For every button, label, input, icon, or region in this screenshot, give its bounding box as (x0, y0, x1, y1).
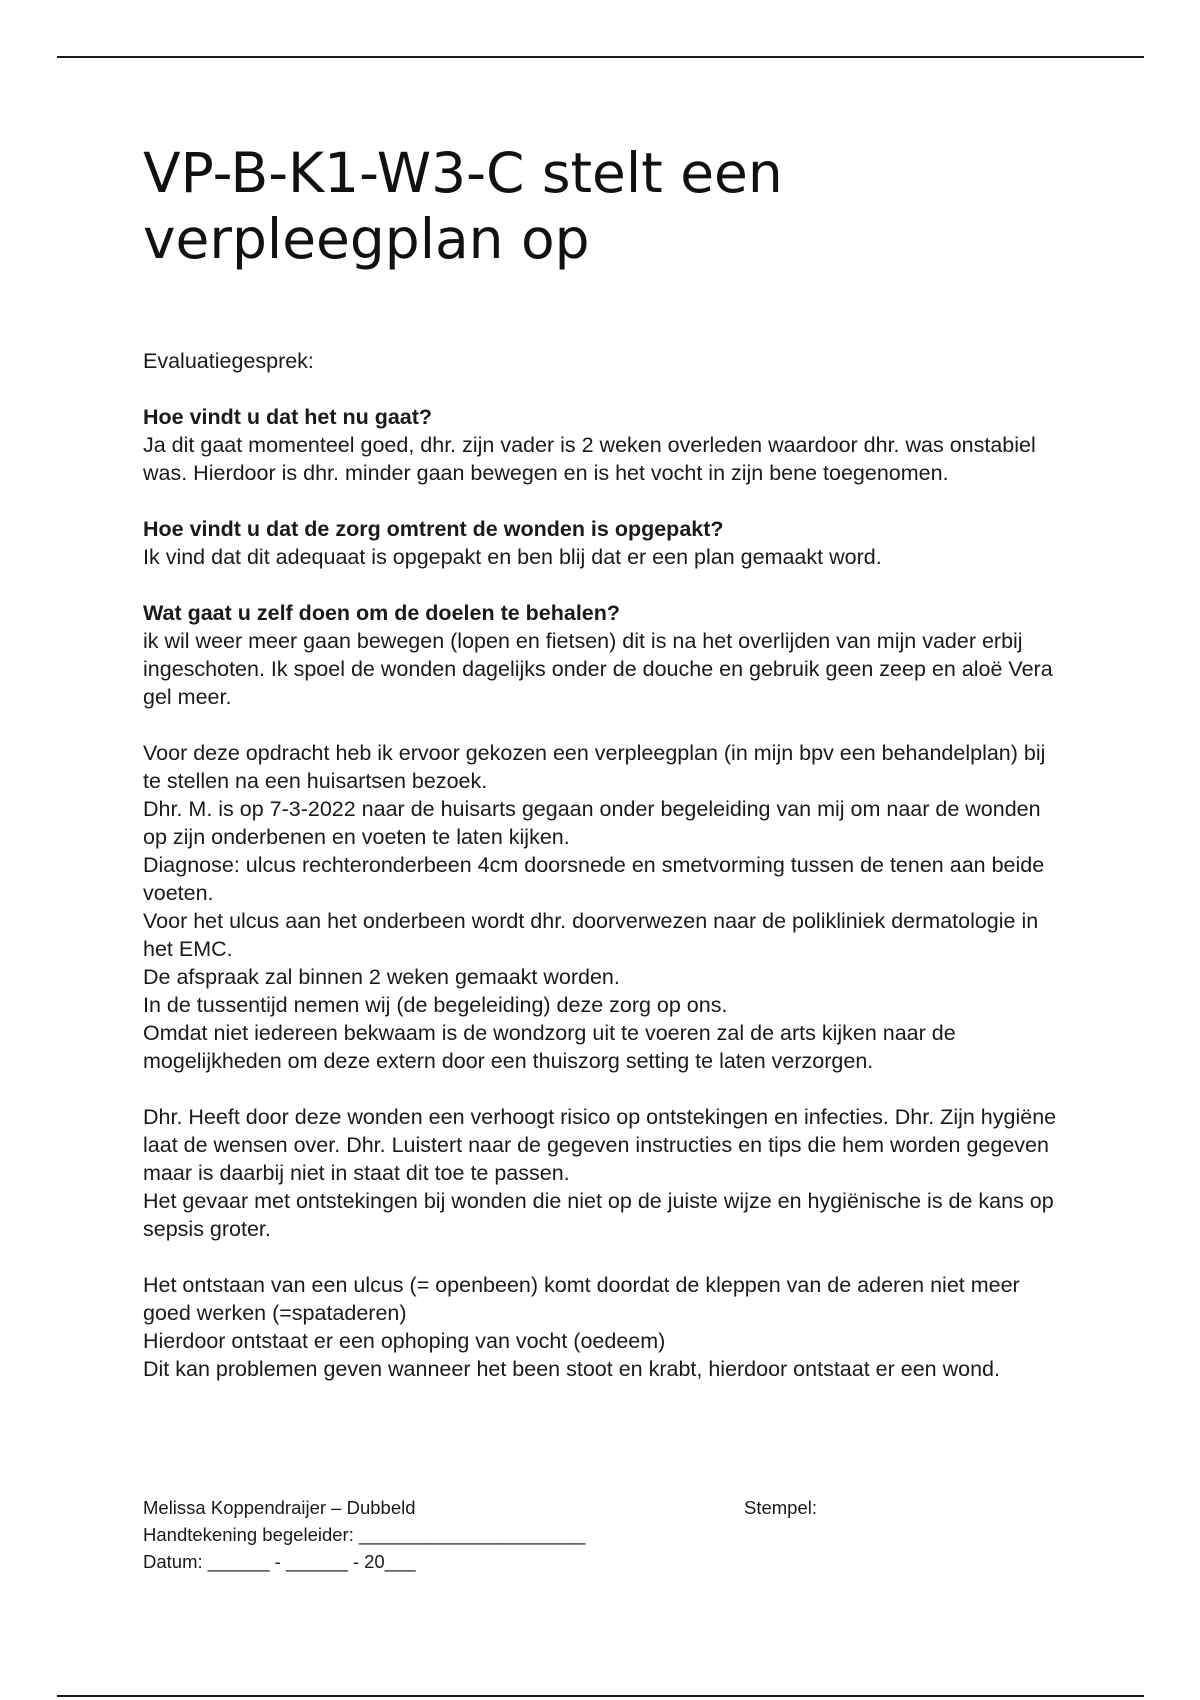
question-2: Hoe vindt u dat de zorg omtrent de wonden is opgepakt? (143, 517, 724, 541)
paragraph-line: Omdat niet iedereen bekwaam is de wondzorg uit te voeren zal de arts kijken naar de mogelijkheden om deze extern door een thuiszorg setting te laten verzorgen. (143, 1021, 956, 1073)
care-plan-paragraph (143, 739, 1063, 1075)
answer-3: ik wil weer meer gaan bewegen (lopen en fietsen) dit is na het overlijden van mijn vader erbij ingeschoten. Ik spoel de wonden dagelijks onder de douche en gebruik geen zeep en aloë Vera gel meer. (143, 629, 1053, 709)
qa-block-3 (143, 599, 1063, 711)
paragraph-line: In de tussentijd nemen wij (de begeleiding) deze zorg op ons. (143, 993, 728, 1017)
qa-block-1 (143, 403, 1063, 487)
top-divider (57, 56, 1144, 58)
paragraph-line: Dhr. Heeft door deze wonden een verhoogt risico op ontstekingen en infecties. Dhr. Zijn hygiëne laat de wensen over. Dhr. Luistert naar de gegeven instructies en tips die hem worden gegeven maar is daarbij niet in staat dit toe te passen. (143, 1105, 1057, 1185)
paragraph-line: Diagnose: ulcus rechteronderbeen 4cm doorsnede en smetvorming tussen de tenen aan beide voeten. (143, 853, 1045, 905)
paragraph-line: Dit kan problemen geven wanneer het been stoot en krabt, hierdoor ontstaat er een wond. (143, 1357, 1000, 1381)
paragraph-line: Voor deze opdracht heb ik ervoor gekozen een verpleegplan (in mijn bpv een behandelplan) bij te stellen na een huisartsen bezoek. (143, 741, 1046, 793)
author-name: Melissa Koppendraijer – Dubbeld (143, 1497, 416, 1518)
bottom-divider (57, 1695, 1144, 1697)
paragraph-line: Dhr. M. is op 7-3-2022 naar de huisarts gegaan onder begeleiding van mij om naar de wonden op zijn onderbenen en voeten te laten kijken. (143, 797, 1041, 849)
paragraph-line: Hierdoor ontstaat er een ophoping van vocht (oedeem) (143, 1329, 666, 1353)
paragraph-line: Het gevaar met ontstekingen bij wonden die niet op de juiste wijze en hygiënische is de kans op sepsis groter. (143, 1189, 1054, 1241)
intro-label: Evaluatiegesprek: (143, 349, 314, 373)
signature-footer (143, 1494, 1063, 1575)
qa-block-2 (143, 515, 1063, 571)
paragraph-line: De afspraak zal binnen 2 weken gemaakt worden. (143, 965, 620, 989)
document-title: VP-B-K1-W3-C stelt een verpleegplan op (143, 141, 783, 271)
paragraph-line: Voor het ulcus aan het onderbeen wordt dhr. doorverwezen naar de polikliniek dermatologie in het EMC. (143, 909, 1039, 961)
question-1: Hoe vindt u dat het nu gaat? (143, 405, 433, 429)
answer-1: Ja dit gaat momenteel goed, dhr. zijn vader is 2 weken overleden waardoor dhr. was onstabiel was. Hierdoor is dhr. minder gaan bewegen en is het vocht in zijn bene toegenomen. (143, 433, 1036, 485)
risk-paragraph (143, 1103, 1063, 1243)
paragraph-line: Het ontstaan van een ulcus (= openbeen) komt doordat de kleppen van de aderen niet meer goed werken (=spataderen) (143, 1273, 1020, 1325)
question-3: Wat gaat u zelf doen om de doelen te behalen? (143, 601, 621, 625)
document-body (143, 347, 1063, 1383)
ulcus-explanation-paragraph (143, 1271, 1063, 1383)
answer-2: Ik vind dat dit adequaat is opgepakt en ben blij dat er een plan gemaakt word. (143, 545, 882, 569)
date-line: Datum: ______ - ______ - 20___ (143, 1551, 416, 1572)
stamp-label: Stempel: (744, 1497, 818, 1518)
supervisor-signature-line: Handtekening begeleider: ______________________ (143, 1524, 586, 1545)
